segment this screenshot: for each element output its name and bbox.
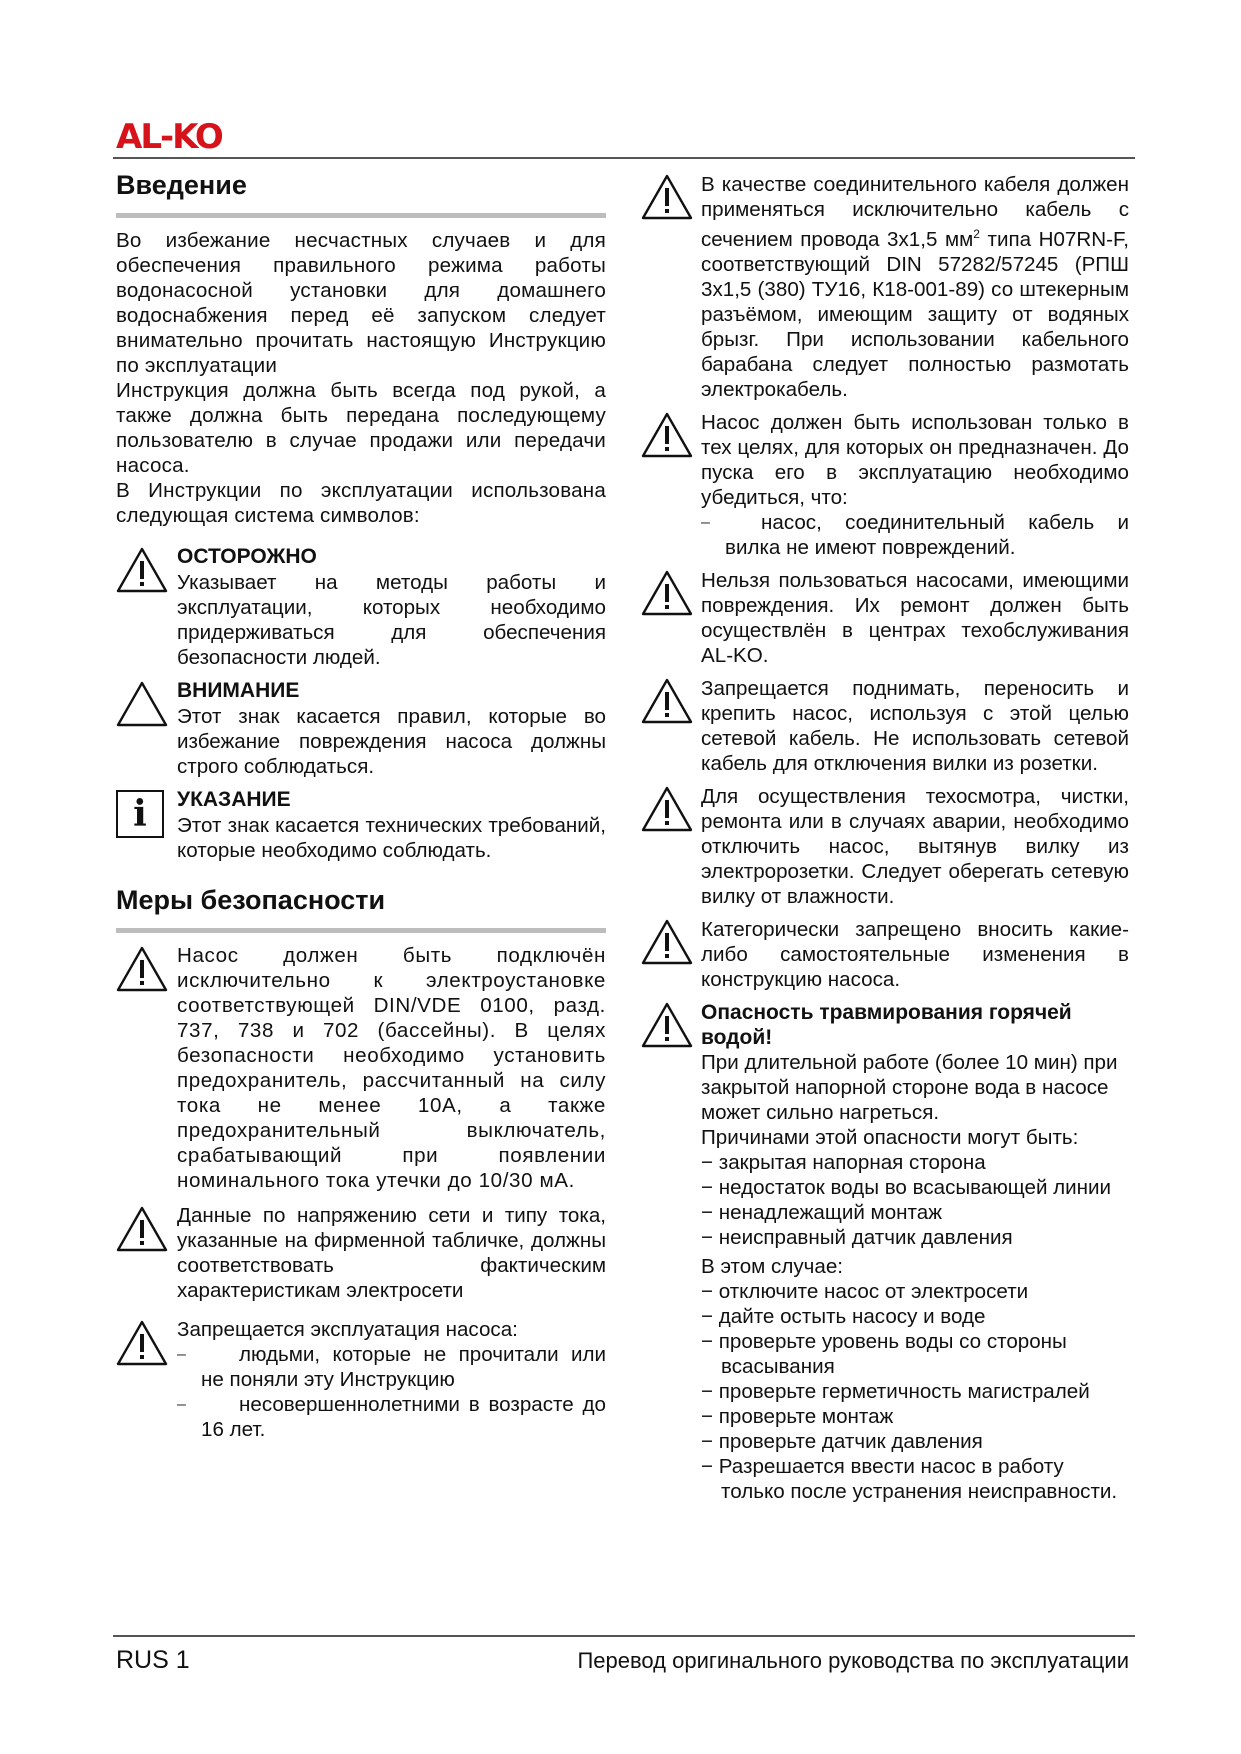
list-item: − закрытая напорная сторона — [701, 1150, 986, 1174]
list-item: − проверьте монтаж — [701, 1404, 894, 1428]
safety-note-text: Насос должен быть подключён исключительно к электроустановке соответствующей DIN/VDE 0100, разд. 737, 738 и 702 (бассейны). В целях безопасности необходимо установить предохранитель, рассчитанный на силу тока не менее 10А, а также предохранительный выключатель, срабатывающий при появлении номинального тока утечки до 10/30 мА. — [177, 944, 606, 1192]
symbol-title: УКАЗАНИЕ — [177, 788, 291, 811]
note-text: Для осуществления техосмотра, чистки, ремонта или в случаях аварии, необходимо отключить насос, вытянув вилку из электророзетки. Следует оберегать сетевую вилку от влажности. — [701, 784, 1129, 908]
footer-caption: Перевод оригинального руководства по эксплуатации — [577, 1648, 1129, 1673]
warning-triangle-icon — [116, 1206, 168, 1252]
left-column — [116, 170, 606, 1450]
list-item: − Разрешается ввести насос в работу только после устранения неисправности. — [701, 1454, 1118, 1503]
note-damaged — [641, 568, 1129, 668]
note-hot-water — [641, 1000, 1129, 1504]
warning-triangle-icon — [641, 678, 693, 724]
footer-rule — [113, 1635, 1135, 1637]
warning-triangle-icon — [641, 1002, 693, 1048]
heading-underline — [116, 213, 606, 218]
purpose-list — [701, 510, 1129, 560]
intro-paragraph: Во избежание несчастных случаев и для обеспечения правильного режима работы водонасосной установки для домашнего водоснабжения перед её запуском следует внимательно прочитать настоящую Инструкцию по эксплуатации — [116, 229, 606, 377]
list-item: – несовершеннолетними в возрасте до 16 лет. — [177, 1392, 606, 1442]
symbol-title: ОСТОРОЖНО — [177, 545, 317, 568]
note-text: В качестве соединительного кабеля должен применяться исключительно кабель с сечением провода 3x1,5 $мм^2$ типа H07RN-F, соответствующий DIN 57282/57245 (РПШ 3x1,5 (380) ТУ16, К18-001-89) со штекерным разъёмом, имеющим защиту от водяных брызг. При использовании кабельного барабана следует полностью размотать электрокабель. — [701, 173, 1129, 401]
warning-triangle-icon — [641, 570, 693, 616]
safety-note-electrical — [116, 943, 606, 1193]
note-text: Запрещается поднимать, переносить и крепить насос, используя с этой целью сетевой кабель. Не использовать сетевой кабель для отключения вилки из розетки. — [701, 676, 1129, 775]
warning-triangle-icon — [641, 919, 693, 965]
list-item: − дайте остыть насосу и воде — [701, 1304, 986, 1328]
warning-triangle-icon — [116, 547, 168, 593]
hot-water-title: Опасность травмирования горячей водой! — [701, 1000, 1072, 1049]
symbol-text: Указывает на методы работы и эксплуатации, которых необходимо придерживаться для обеспечения безопасности людей. — [177, 571, 606, 669]
safety-note-prohibited — [116, 1317, 606, 1442]
info-icon: i — [116, 790, 164, 838]
list-item: − неисправный датчик давления — [701, 1225, 1013, 1249]
list-item: − ненадлежащий монтаж — [701, 1200, 942, 1224]
caution-triangle-icon — [116, 681, 168, 727]
safety-note-text: Данные по напряжению сети и типу тока, указанные на фирменной табличке, должны соответствовать фактическим характеристикам электросети — [177, 1204, 606, 1302]
intro-paragraph: В Инструкции по эксплуатации использована следующая система символов: — [116, 479, 606, 527]
list-item: − проверьте датчик давления — [701, 1429, 983, 1453]
warning-triangle-icon — [641, 174, 693, 220]
list-item: − отключите насос от электросети — [701, 1279, 1029, 1303]
note-cable — [641, 172, 1129, 402]
right-column — [641, 172, 1129, 1504]
intro-paragraph: Инструкция должна быть всегда под рукой, а также должна быть передана последующему пользователю в случае продажи или передачи насоса. — [116, 379, 606, 477]
safety-heading: Меры безопасности — [116, 885, 386, 915]
symbol-title: ВНИМАНИЕ — [177, 679, 300, 702]
prohibited-list — [177, 1342, 606, 1442]
actions-list — [701, 1279, 1129, 1504]
heading-underline — [116, 928, 606, 933]
symbol-warning — [116, 544, 606, 670]
note-modifications — [641, 917, 1129, 992]
prohibited-intro: Запрещается эксплуатация насоса: — [177, 1318, 518, 1341]
list-item: − проверьте уровень воды со стороны всасывания — [701, 1329, 1067, 1378]
hot-water-text: При длительной работе (более 10 мин) при закрытой напорной стороне вода в насосе может сильно нагреться. — [701, 1050, 1118, 1124]
note-lift — [641, 676, 1129, 776]
note-purpose — [641, 410, 1129, 560]
symbol-text: Этот знак касается технических требований, которые необходимо соблюдать. — [177, 814, 606, 862]
warning-triangle-icon — [116, 946, 168, 992]
intro-section — [116, 228, 606, 528]
list-item: − проверьте герметичность магистралей — [701, 1379, 1090, 1403]
brand-logo: AL-KO — [116, 117, 222, 157]
symbol-text: Этот знак касается правил, которые во избежание повреждения насоса должны строго соблюдаться. — [177, 705, 606, 778]
note-text: Категорически запрещено вносить какие-либо самостоятельные изменения в конструкцию насоса. — [701, 917, 1129, 991]
symbol-info — [116, 787, 606, 863]
warning-triangle-icon — [116, 1320, 168, 1366]
warning-triangle-icon — [641, 786, 693, 832]
list-item: – людьми, которые не прочитали или не поняли эту Инструкцию — [177, 1342, 606, 1392]
note-text: Нельзя пользоваться насосами, имеющими повреждения. Их ремонт должен быть осуществлён в центрах техобслуживания AL-KO. — [701, 568, 1129, 667]
warning-triangle-icon — [641, 412, 693, 458]
causes-intro: Причинами этой опасности могут быть: — [701, 1125, 1079, 1149]
list-item: − недостаток воды во всасывающей линии — [701, 1175, 1112, 1199]
page-number: RUS 1 — [116, 1646, 190, 1674]
note-maintenance — [641, 784, 1129, 909]
intro-heading: Введение — [116, 170, 247, 200]
safety-note-voltage — [116, 1203, 606, 1303]
note-text: Насос должен быть использован только в тех целях, для которых он предназначен. До пуска его в эксплуатацию необходимо убедиться, что: — [701, 410, 1129, 509]
causes-list — [701, 1150, 1129, 1250]
list-item: – насос, соединительный кабель и вилка не имеют повреждений. — [701, 510, 1129, 560]
symbol-caution — [116, 678, 606, 779]
header-rule — [113, 157, 1135, 159]
actions-intro: В этом случае: — [701, 1254, 844, 1278]
